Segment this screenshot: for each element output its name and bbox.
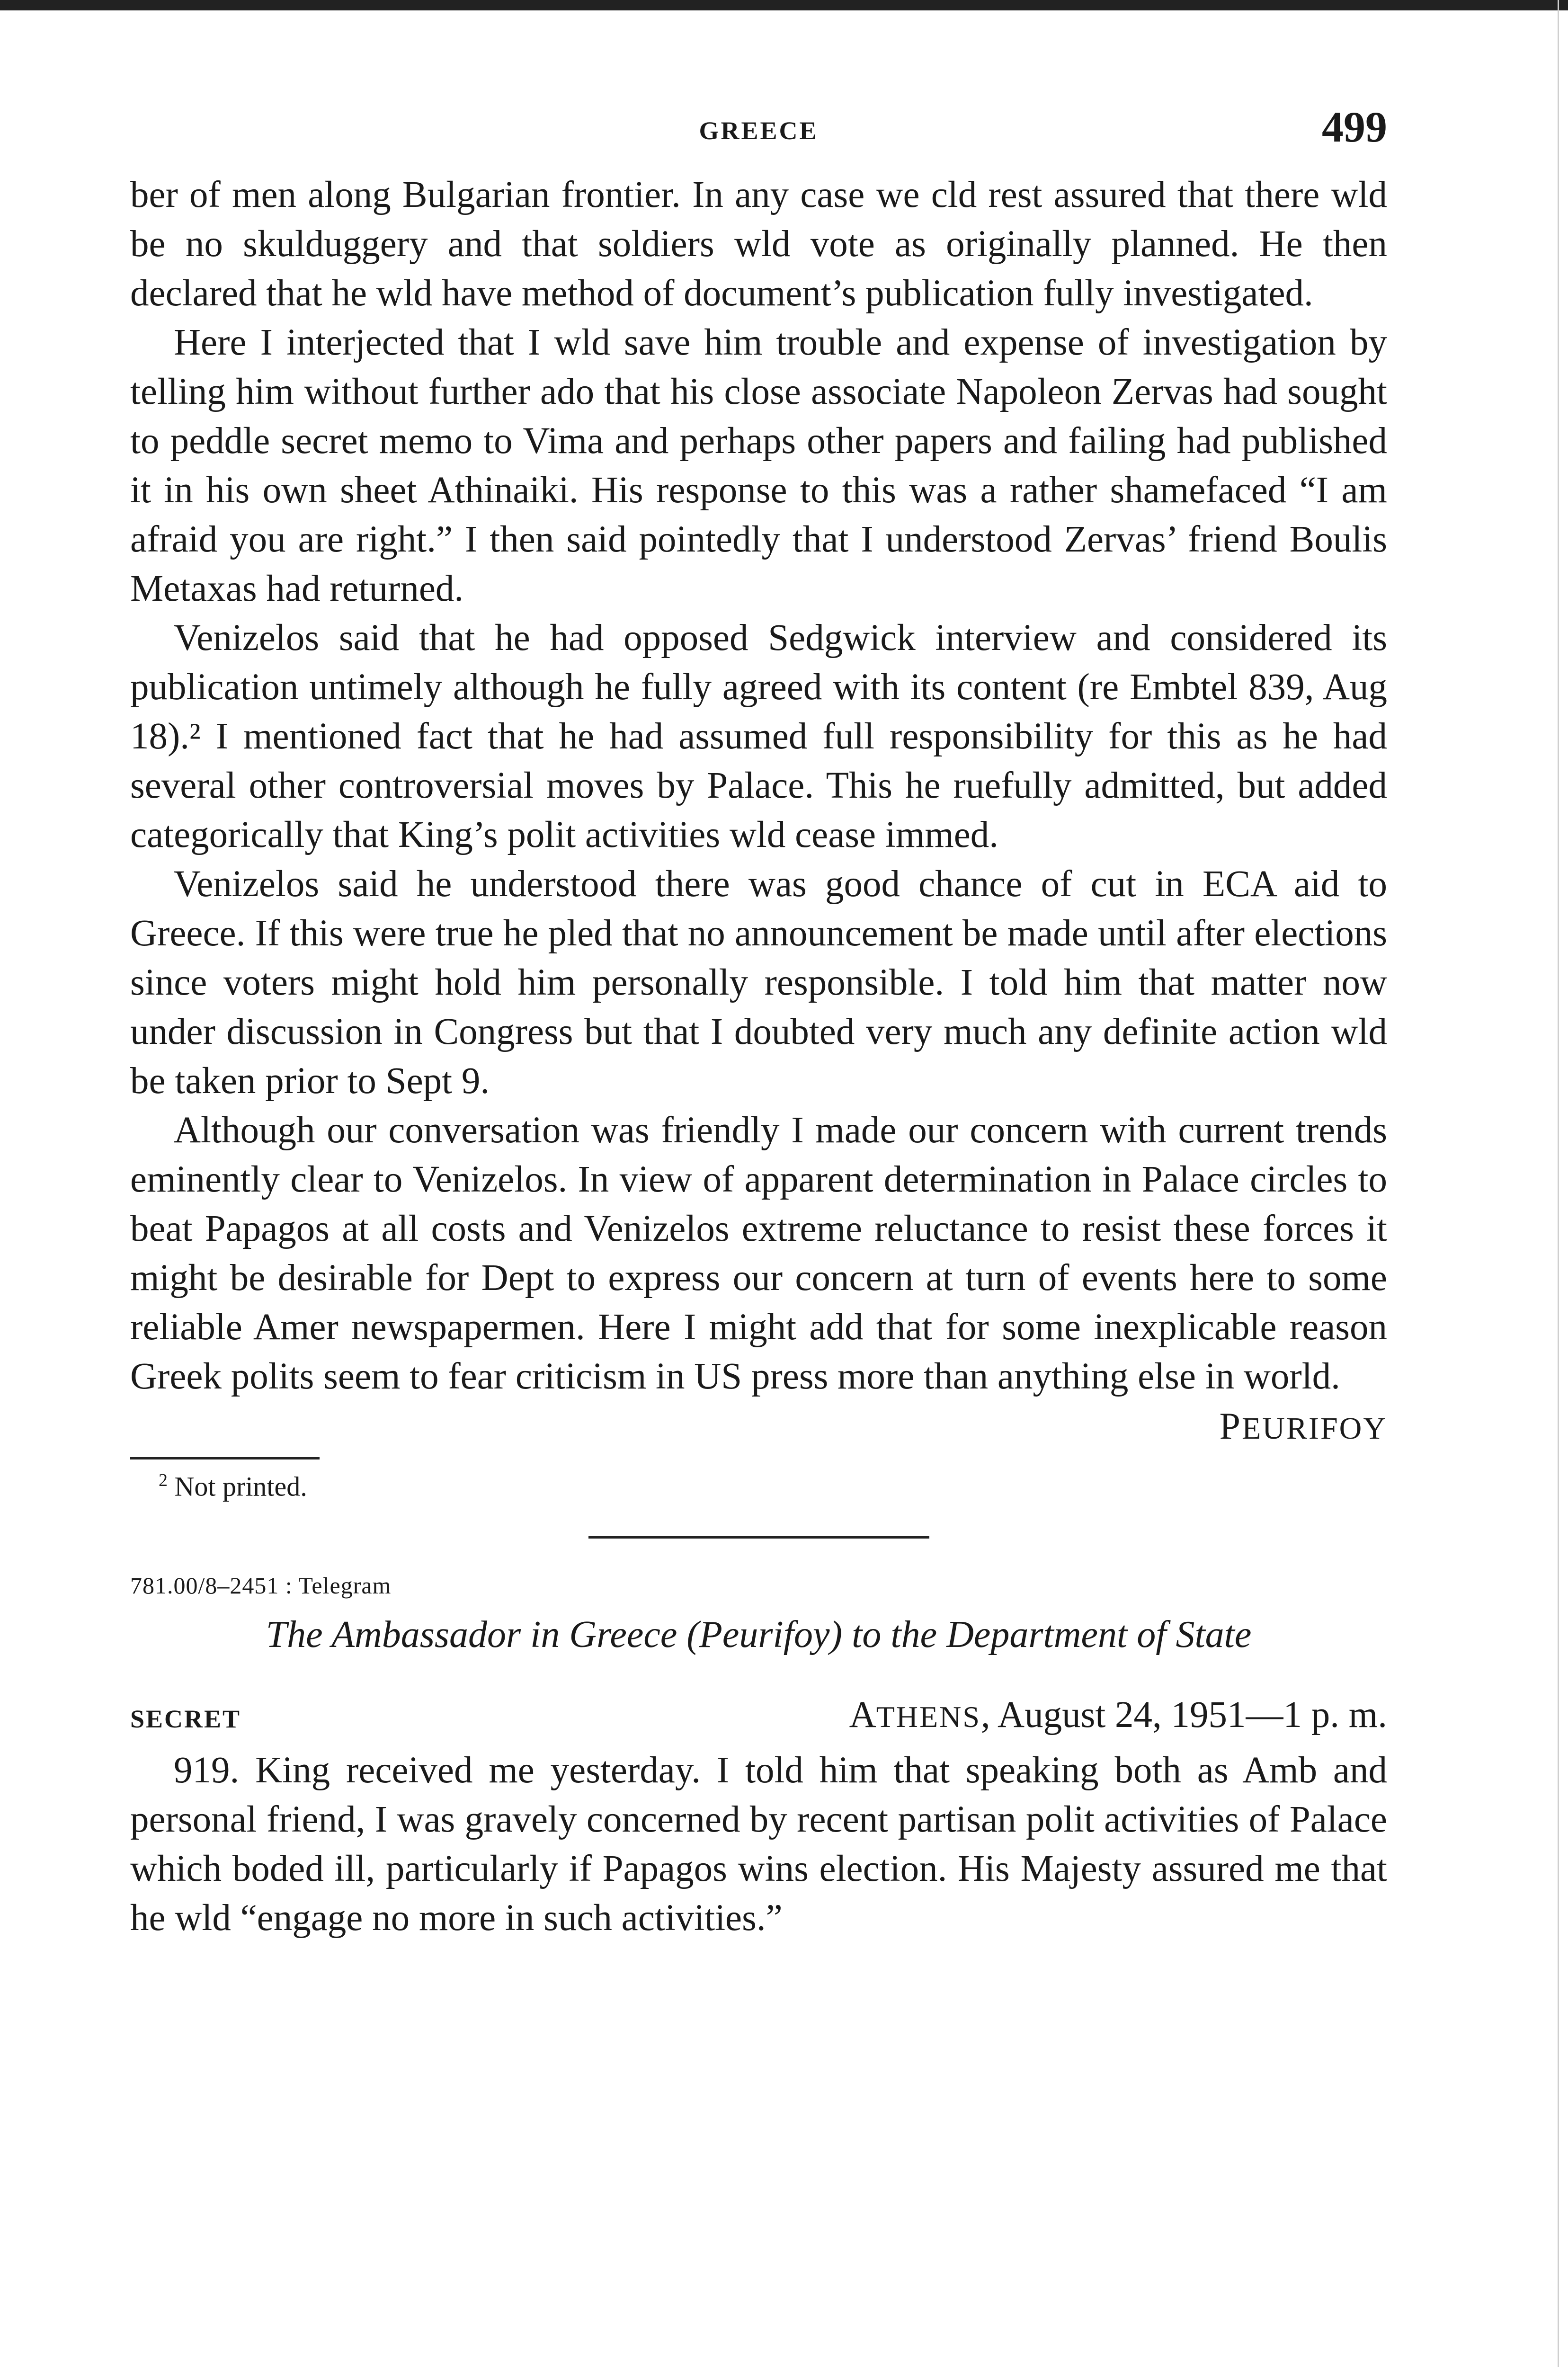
paragraph-1: ber of men along Bulgarian frontier. In any case we cld rest assured that there wld be no skulduggery and that soldiers wld vote as originally planned. He then declared that he wld have method of document’s publication fully investigated.	[130, 174, 1387, 314]
dateline-place-initial: A	[849, 1694, 876, 1735]
page-edge	[1558, 0, 1559, 2367]
classification: SECRET	[130, 1705, 241, 1733]
paragraph-3: Venizelos said that he had opposed Sedgwick interview and considered its publication untimely although he fully agreed with its content (re Embtel 839, Aug 18).² I mentioned fact that he had assumed full responsibility for this as he had several other controversial moves by Palace. This he ruefully admitted, but added categorically that King’s polit activities wld cease immed.	[130, 617, 1387, 855]
footnote-rule	[130, 1457, 320, 1459]
top-border	[0, 0, 1568, 10]
telegram-body: 919. King received me yesterday. I told him that speaking both as Amb and personal friend, I was gravely concerned by recent partisan polit activities of Palace which boded ill, particularly if Papagos wins election. His Majesty assured me that he wld “engage no more in such activities.”	[130, 1750, 1387, 1939]
footnote-text: Not printed.	[174, 1471, 307, 1502]
dateline-place-rest: THENS	[876, 1700, 981, 1734]
page-number: 499	[1322, 103, 1387, 151]
paragraph-2: Here I interjected that I wld save him trouble and expense of investigation by telling him without further ado that his close associate Napoleon Zervas had sought to peddle secret memo to Vima and perhaps other papers and failing had published it in his own sheet Athinaiki. His response to this was a rather shamefaced “I am afraid you are right.” I then said pointedly that I understood Zervas’ friend Boulis Metaxas had returned.	[130, 322, 1387, 609]
page-header	[130, 102, 1387, 170]
paragraph-5: Although our conversation was friendly I made our concern with current trends eminently clear to Venizelos. In view of apparent determination in Palace circles to beat Papagos at all costs and Venizelos extreme reluctance to resist these forces it might be desirable for Dept to express our concern at turn of events here to some reliable Amer newspapermen. Here I might add that for some inexplicable reason Greek polits seem to fear criticism in US press more than anything else in world.	[130, 1110, 1387, 1397]
page-body	[130, 102, 1387, 1943]
footnote-marker: 2	[159, 1470, 168, 1490]
footnote	[159, 1470, 1387, 1508]
signature-rest: EURIFOY	[1241, 1411, 1387, 1446]
dateline-date: , August 24, 1951—1 p. m.	[980, 1694, 1387, 1735]
paragraph-4: Venizelos said he understood there was good chance of cut in ECA aid to Greece. If this were true he pled that no announcement be made until after elections since voters might hold him personally responsible. I told him that matter now under discussion in Congress but that I doubted very much any definite action wld be taken prior to Sept 9.	[130, 863, 1387, 1102]
classification-line	[130, 1694, 1387, 1746]
running-head: GREECE	[699, 116, 819, 145]
signature-initial: P	[1219, 1406, 1242, 1447]
file-reference: 781.00/8–2451 : Telegram	[130, 1572, 392, 1599]
dateline	[849, 1694, 1387, 1736]
section-separator	[588, 1536, 929, 1539]
signature	[130, 1405, 1387, 1454]
document-title: The Ambassador in Greece (Peurifoy) to the Department of State	[266, 1614, 1252, 1655]
